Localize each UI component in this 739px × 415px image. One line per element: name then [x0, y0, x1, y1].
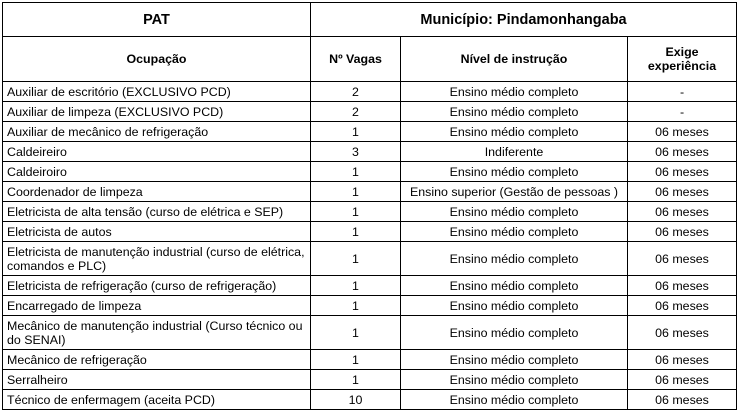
cell-ocupacao: Auxiliar de mecânico de refrigeração	[3, 122, 311, 142]
table-row	[3, 296, 737, 316]
cell-vagas: 10	[311, 390, 401, 410]
cell-nivel: Ensino médio completo	[401, 222, 628, 242]
column-header-nivel: Nível de instrução	[401, 37, 628, 82]
cell-vagas: 2	[311, 82, 401, 102]
cell-experiencia: 06 meses	[628, 370, 737, 390]
cell-ocupacao: Mecânico de manutenção industrial (Curso técnico ou do SENAI)	[3, 316, 311, 350]
cell-ocupacao: Serralheiro	[3, 370, 311, 390]
cell-nivel: Ensino médio completo	[401, 202, 628, 222]
title-row	[3, 3, 737, 37]
cell-experiencia: -	[628, 82, 737, 102]
cell-experiencia: 06 meses	[628, 122, 737, 142]
cell-vagas: 1	[311, 162, 401, 182]
cell-ocupacao: Eletricista de alta tensão (curso de elétrica e SEP)	[3, 202, 311, 222]
table-row	[3, 142, 737, 162]
cell-nivel: Ensino médio completo	[401, 102, 628, 122]
cell-vagas: 1	[311, 182, 401, 202]
table-row	[3, 350, 737, 370]
cell-ocupacao: Encarregado de limpeza	[3, 296, 311, 316]
table-row	[3, 122, 737, 142]
cell-experiencia: 06 meses	[628, 222, 737, 242]
cell-vagas: 1	[311, 316, 401, 350]
cell-nivel: Ensino médio completo	[401, 242, 628, 276]
municipality-title: Município: Pindamonhangaba	[311, 3, 737, 37]
cell-vagas: 1	[311, 242, 401, 276]
table-row	[3, 242, 737, 276]
cell-nivel: Ensino superior (Gestão de pessoas )	[401, 182, 628, 202]
cell-experiencia: 06 meses	[628, 350, 737, 370]
cell-ocupacao: Mecânico de refrigeração	[3, 350, 311, 370]
cell-experiencia: 06 meses	[628, 390, 737, 410]
cell-ocupacao: Auxiliar de escritório (EXCLUSIVO PCD)	[3, 82, 311, 102]
cell-experiencia: 06 meses	[628, 142, 737, 162]
cell-nivel: Indiferente	[401, 142, 628, 162]
cell-nivel: Ensino médio completo	[401, 122, 628, 142]
table-row	[3, 276, 737, 296]
cell-ocupacao: Caldeireiro	[3, 142, 311, 162]
cell-vagas: 1	[311, 370, 401, 390]
table-row	[3, 222, 737, 242]
cell-experiencia: 06 meses	[628, 162, 737, 182]
table-row	[3, 102, 737, 122]
cell-vagas: 1	[311, 350, 401, 370]
cell-nivel: Ensino médio completo	[401, 82, 628, 102]
cell-ocupacao: Técnico de enfermagem (aceita PCD)	[3, 390, 311, 410]
cell-nivel: Ensino médio completo	[401, 350, 628, 370]
table-row	[3, 82, 737, 102]
cell-nivel: Ensino médio completo	[401, 162, 628, 182]
table-row	[3, 202, 737, 222]
cell-ocupacao: Coordenador de limpeza	[3, 182, 311, 202]
table-row	[3, 316, 737, 350]
cell-vagas: 1	[311, 122, 401, 142]
table-row	[3, 182, 737, 202]
header-row	[3, 37, 737, 82]
cell-ocupacao: Auxiliar de limpeza (EXCLUSIVO PCD)	[3, 102, 311, 122]
table-title: PAT	[3, 3, 311, 37]
column-header-ocupacao: Ocupação	[3, 37, 311, 82]
cell-experiencia: -	[628, 102, 737, 122]
table-row	[3, 370, 737, 390]
cell-vagas: 2	[311, 102, 401, 122]
cell-nivel: Ensino médio completo	[401, 390, 628, 410]
cell-experiencia: 06 meses	[628, 182, 737, 202]
table-row	[3, 162, 737, 182]
cell-experiencia: 06 meses	[628, 202, 737, 222]
cell-experiencia: 06 meses	[628, 242, 737, 276]
cell-ocupacao: Eletricista de autos	[3, 222, 311, 242]
cell-nivel: Ensino médio completo	[401, 316, 628, 350]
table-row	[3, 390, 737, 410]
cell-vagas: 1	[311, 222, 401, 242]
cell-ocupacao: Caldeiroiro	[3, 162, 311, 182]
column-header-experiencia: Exige experiência	[628, 37, 737, 82]
column-header-vagas: Nº Vagas	[311, 37, 401, 82]
job-vacancies-table	[2, 2, 737, 410]
cell-nivel: Ensino médio completo	[401, 296, 628, 316]
cell-vagas: 3	[311, 142, 401, 162]
cell-experiencia: 06 meses	[628, 276, 737, 296]
cell-vagas: 1	[311, 296, 401, 316]
cell-nivel: Ensino médio completo	[401, 370, 628, 390]
cell-vagas: 1	[311, 202, 401, 222]
cell-nivel: Ensino médio completo	[401, 276, 628, 296]
cell-ocupacao: Eletricista de manutenção industrial (curso de elétrica, comandos e PLC)	[3, 242, 311, 276]
cell-vagas: 1	[311, 276, 401, 296]
cell-experiencia: 06 meses	[628, 296, 737, 316]
cell-ocupacao: Eletricista de refrigeração (curso de refrigeração)	[3, 276, 311, 296]
cell-experiencia: 06 meses	[628, 316, 737, 350]
